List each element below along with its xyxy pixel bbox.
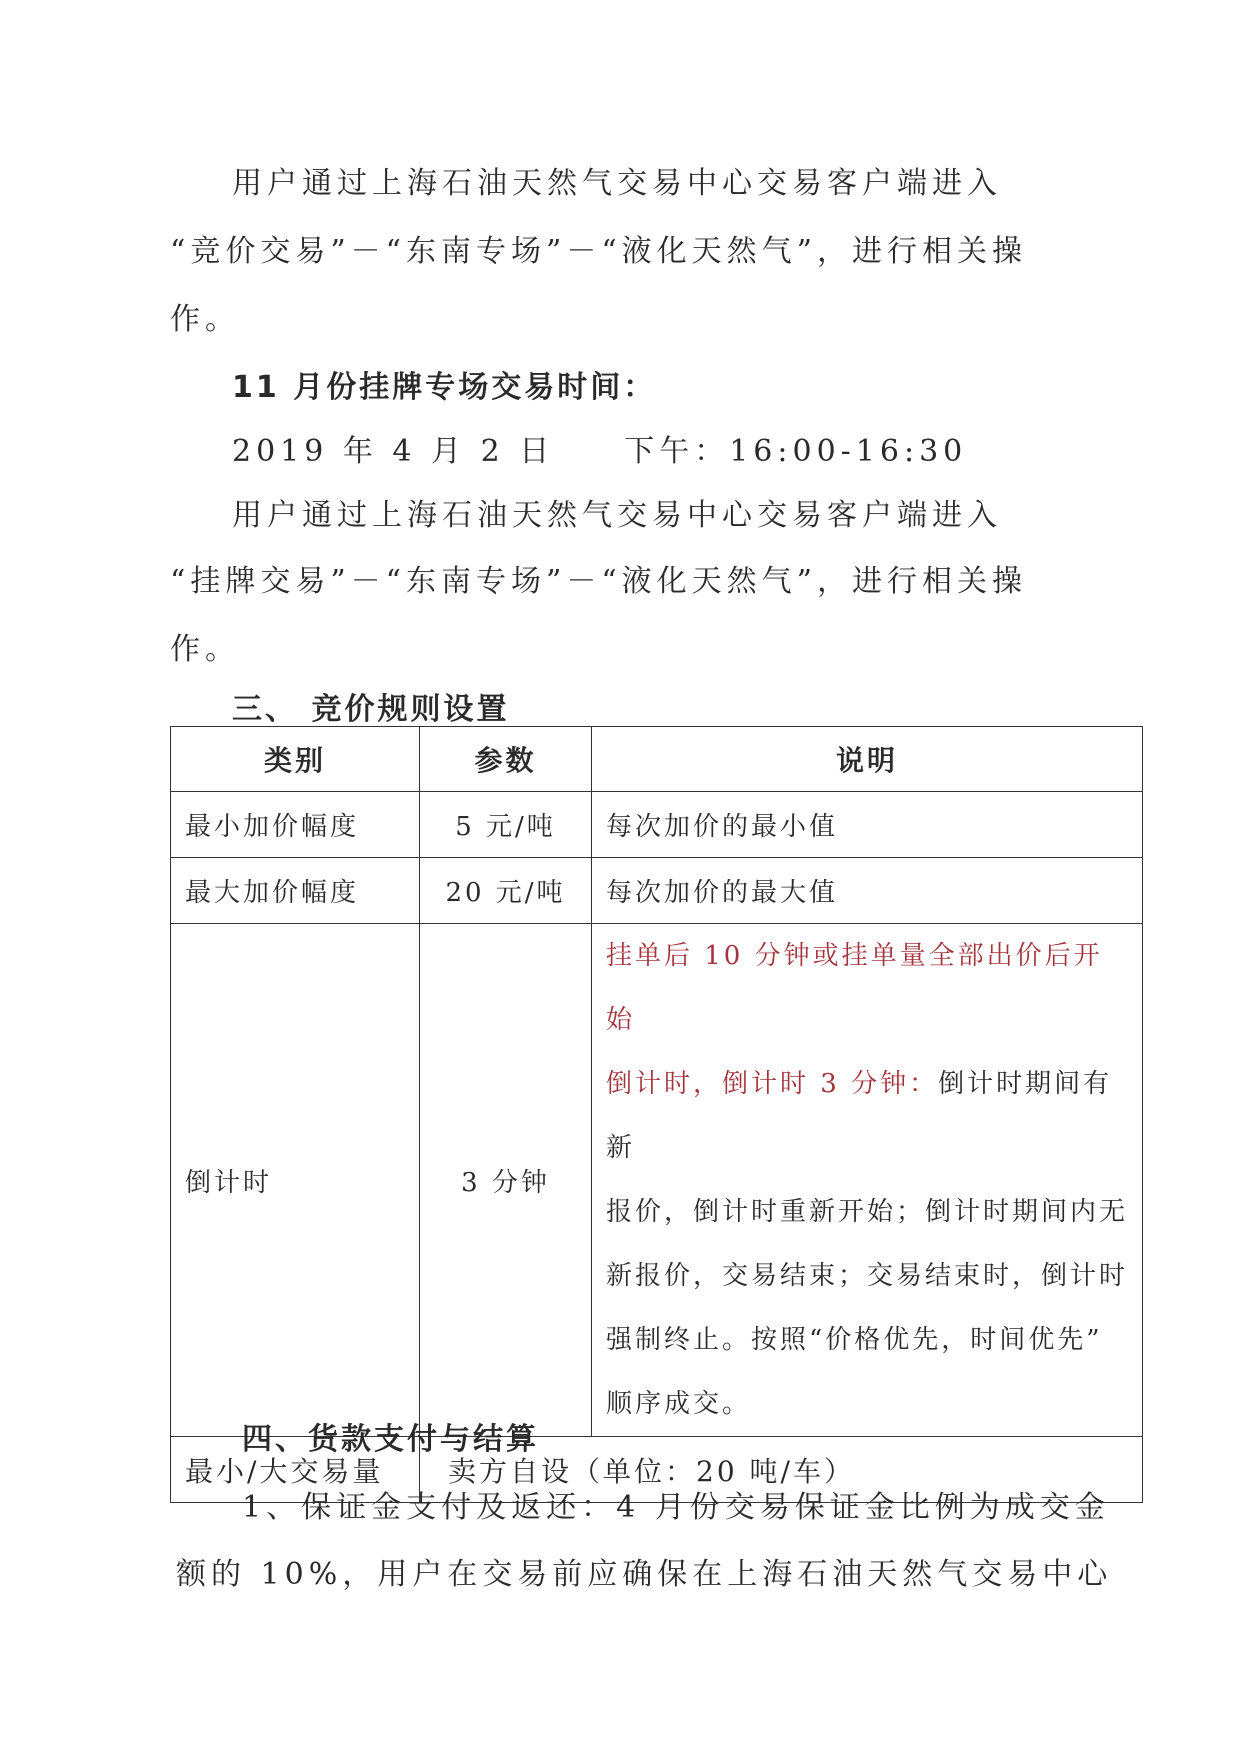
paragraph-2-line-2: “挂牌交易”－“东南专场”－“液化天然气”，进行相关操 (170, 564, 1028, 599)
listing-time: 2019 年 4 月 2 日 下午：16:00-16:30 (232, 434, 968, 469)
cell-parameter: 3 分钟 (420, 924, 592, 1437)
paragraph-1-line-1: 用户通过上海石油天然气交易中心交易客户端进入 (232, 166, 1002, 201)
cell-description: 每次加价的最小值 (592, 792, 1143, 858)
countdown-highlight-line-2: 倒计时，倒计时 3 分钟： (606, 1069, 939, 1099)
paragraph-1-line-2: “竞价交易”－“东南专场”－“液化天然气”，进行相关操 (170, 234, 1028, 269)
countdown-line-5: 强制终止。按照“价格优先，时间优先” (606, 1325, 1103, 1355)
cell-description: 每次加价的最大值 (592, 858, 1143, 924)
table-row (171, 924, 1143, 1437)
cell-category: 倒计时 (171, 924, 420, 1437)
paragraph-2-line-1: 用户通过上海石油天然气交易中心交易客户端进入 (232, 498, 1002, 533)
section-4-paragraph-line-1: 1、保证金支付及返还：4 月份交易保证金比例为成交金 (242, 1490, 1110, 1525)
table-header-row (171, 727, 1143, 792)
cell-category: 最小/大交易量 (171, 1437, 420, 1503)
listing-time-heading: 11 月份挂牌专场交易时间： (232, 370, 657, 405)
section-4-paragraph-line-2: 额的 10%，用户在交易前应确保在上海石油天然气交易中心 (176, 1557, 1113, 1592)
section-4-heading: 四、货款支付与结算 (242, 1422, 539, 1457)
table-row (171, 792, 1143, 858)
section-3-heading: 三、 竞价规则设置 (232, 692, 510, 727)
countdown-line-4: 新报价，交易结束；交易结束时，倒计时 (606, 1261, 1129, 1291)
countdown-highlight-line-1: 挂单后 10 分钟或挂单量全部出价后开始 (606, 941, 1103, 1035)
header-description: 说明 (592, 727, 1143, 792)
countdown-line-6: 顺序成交。 (606, 1389, 752, 1419)
cell-description-countdown (592, 924, 1143, 1437)
countdown-line-2b: 倒计时期间有新 (606, 1069, 1113, 1163)
cell-parameter: 5 元/吨 (420, 792, 592, 858)
table-row (171, 858, 1143, 924)
bidding-rules-table (170, 726, 1143, 1503)
header-category: 类别 (171, 727, 420, 792)
countdown-line-3: 报价，倒计时重新开始；倒计时期间内无 (606, 1197, 1129, 1227)
cell-parameter: 20 元/吨 (420, 858, 592, 924)
header-parameter: 参数 (420, 727, 592, 792)
cell-category: 最大加价幅度 (171, 858, 420, 924)
cell-category: 最小加价幅度 (171, 792, 420, 858)
cell-merged-volume: 卖方自设（单位：20 吨/车） (420, 1437, 1143, 1503)
paragraph-2-line-3: 作。 (170, 632, 240, 667)
paragraph-1-line-3: 作。 (170, 302, 240, 337)
